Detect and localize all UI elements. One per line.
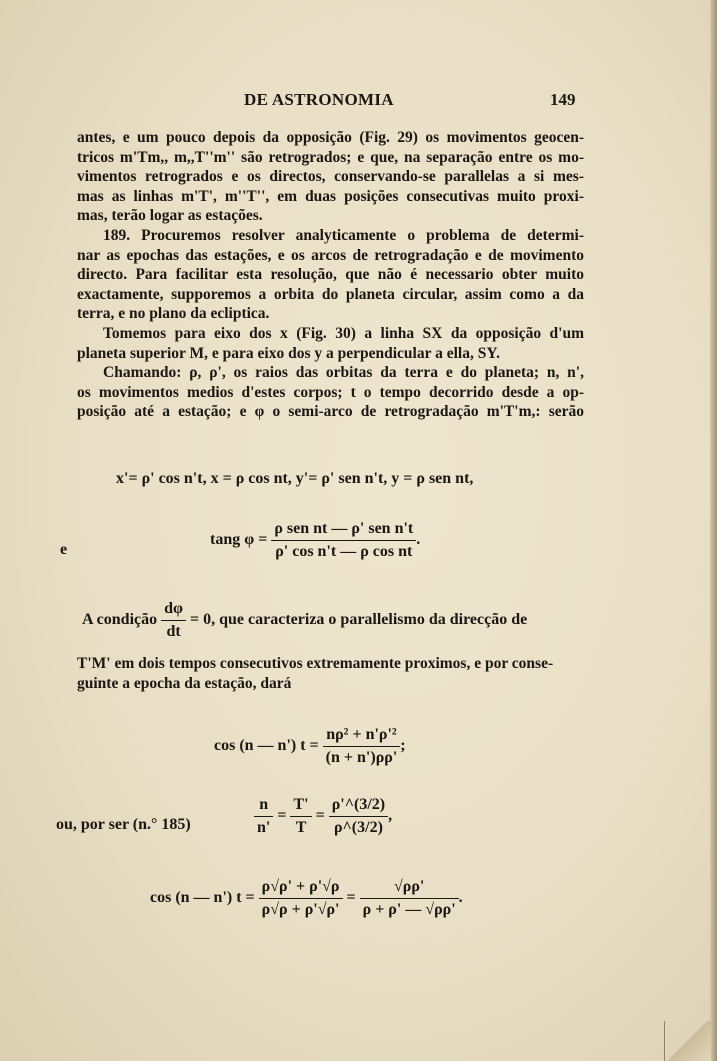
equation-coordinates: x'= ρ' cos n't, x = ρ cos nt, y'= ρ' sen n't, y = ρ sen nt,: [116, 470, 474, 487]
numerator: n: [254, 794, 273, 817]
denominator: (n + n')ρρ': [325, 749, 398, 766]
equation-cosine: [214, 724, 406, 769]
equation-lhs: tang φ =: [210, 531, 268, 549]
equation-kepler: [254, 794, 392, 839]
text-line: guinte a epocha da estação, dará: [77, 674, 292, 692]
derivative-fraction: [161, 598, 186, 643]
equation-prefix-e: e: [60, 541, 68, 558]
numerator: nρ² + n'ρ'²: [323, 724, 401, 747]
text-line: mas, terão logar as estações.: [77, 207, 263, 224]
denominator: n': [257, 819, 271, 836]
fraction: [360, 876, 459, 921]
denominator: ρ√ρ + ρ'√ρ': [261, 901, 340, 918]
equation-prefix: ou, por ser (n.° 185): [56, 816, 191, 833]
punctuation: ;: [400, 737, 406, 755]
equals-sign: =: [346, 889, 356, 907]
denominator: ρ^(3/2): [333, 819, 383, 836]
text-line: vimentos retrogrados e os directos, conservando-se parallelas a si mes-: [77, 168, 584, 185]
equation-tangent: [210, 518, 420, 563]
equation-lhs: cos (n — n') t =: [214, 737, 319, 755]
paragraph-definitions: [77, 363, 584, 422]
denominator: ρ + ρ' — √ρρ': [362, 901, 456, 918]
fraction: [329, 794, 388, 839]
text-line: nar as epochas das estações, e os arcos de retrogradação e de movimento: [77, 246, 584, 264]
fraction: [254, 794, 273, 839]
numerator: √ρρ': [360, 876, 459, 899]
text-line: os movimentos medios d'estes corpos; t o tempo decorrido desde a op-: [77, 383, 584, 401]
numerator: dφ: [161, 598, 186, 621]
equals-sign: =: [277, 807, 287, 825]
running-title: DE ASTRONOMIA: [244, 90, 394, 109]
denominator: dt: [166, 623, 181, 640]
numerator: ρ sen nt — ρ' sen n't: [271, 518, 416, 541]
condition-text: = 0, que caracteriza o parallelismo da direcção de: [190, 611, 528, 629]
denominator: ρ' cos n't — ρ cos nt: [275, 543, 413, 560]
text-line: antes, e um pouco depois da opposição (Fig. 29) os movimentos geocen-: [77, 129, 584, 146]
text-line: terra, e no plano da ecliptica.: [77, 305, 270, 322]
text-line: planeta superior M, e para eixo dos y a perpendicular a ella, SY.: [77, 344, 500, 362]
fraction: [271, 518, 416, 563]
text-line: T'M' em dois tempos consecutivos extremamente proximos, e por conse-: [77, 655, 554, 672]
equation-lhs: cos (n — n') t =: [150, 889, 255, 907]
punctuation: ,: [388, 807, 393, 825]
denominator: T: [295, 819, 307, 836]
text-line: mas as linhas m'T', m''T'', em duas posições consecutivas muito proxi-: [77, 187, 584, 205]
text-line: directo. Para facilitar esta resolução, que não é necessario obter muito: [77, 266, 584, 283]
text-line: tricos m'Tm,, m,,T''m'' são retrogrados; e que, na separação entre os mo-: [77, 148, 584, 166]
page-number: 149: [550, 90, 576, 109]
condition-text: A condição: [82, 611, 158, 629]
paragraph-189: [77, 226, 584, 324]
punctuation: .: [458, 889, 463, 907]
paragraph-axes: [77, 324, 584, 363]
fraction: [323, 724, 401, 769]
text-line: exactamente, supporemos a orbita do planeta circular, assim como a da: [77, 285, 584, 303]
punctuation: .: [416, 531, 421, 549]
condition-line: [82, 598, 527, 643]
equation-final: [150, 876, 463, 921]
paragraph-1: [77, 128, 584, 226]
numerator: T': [290, 794, 311, 817]
fraction: [290, 794, 311, 839]
text-line: Chamando: ρ, ρ', os raios das orbitas da terra e do planeta; n, n',: [103, 364, 584, 381]
text-line: 189. Procuremos resolver analyticamente o problema de determi-: [103, 227, 584, 244]
text-line: posição até a estação; e φ o semi-arco de retrogradação m'T'm,: serão: [77, 403, 584, 420]
numerator: ρ'^(3/2): [329, 794, 388, 817]
paragraph-conclusion: [77, 654, 584, 693]
equals-sign: =: [315, 807, 325, 825]
numerator: ρ√ρ' + ρ'√ρ: [259, 876, 343, 899]
text-line: Tomemos para eixo dos x (Fig. 30) a linha SX da opposição d'um: [103, 325, 584, 342]
fraction: [259, 876, 343, 921]
